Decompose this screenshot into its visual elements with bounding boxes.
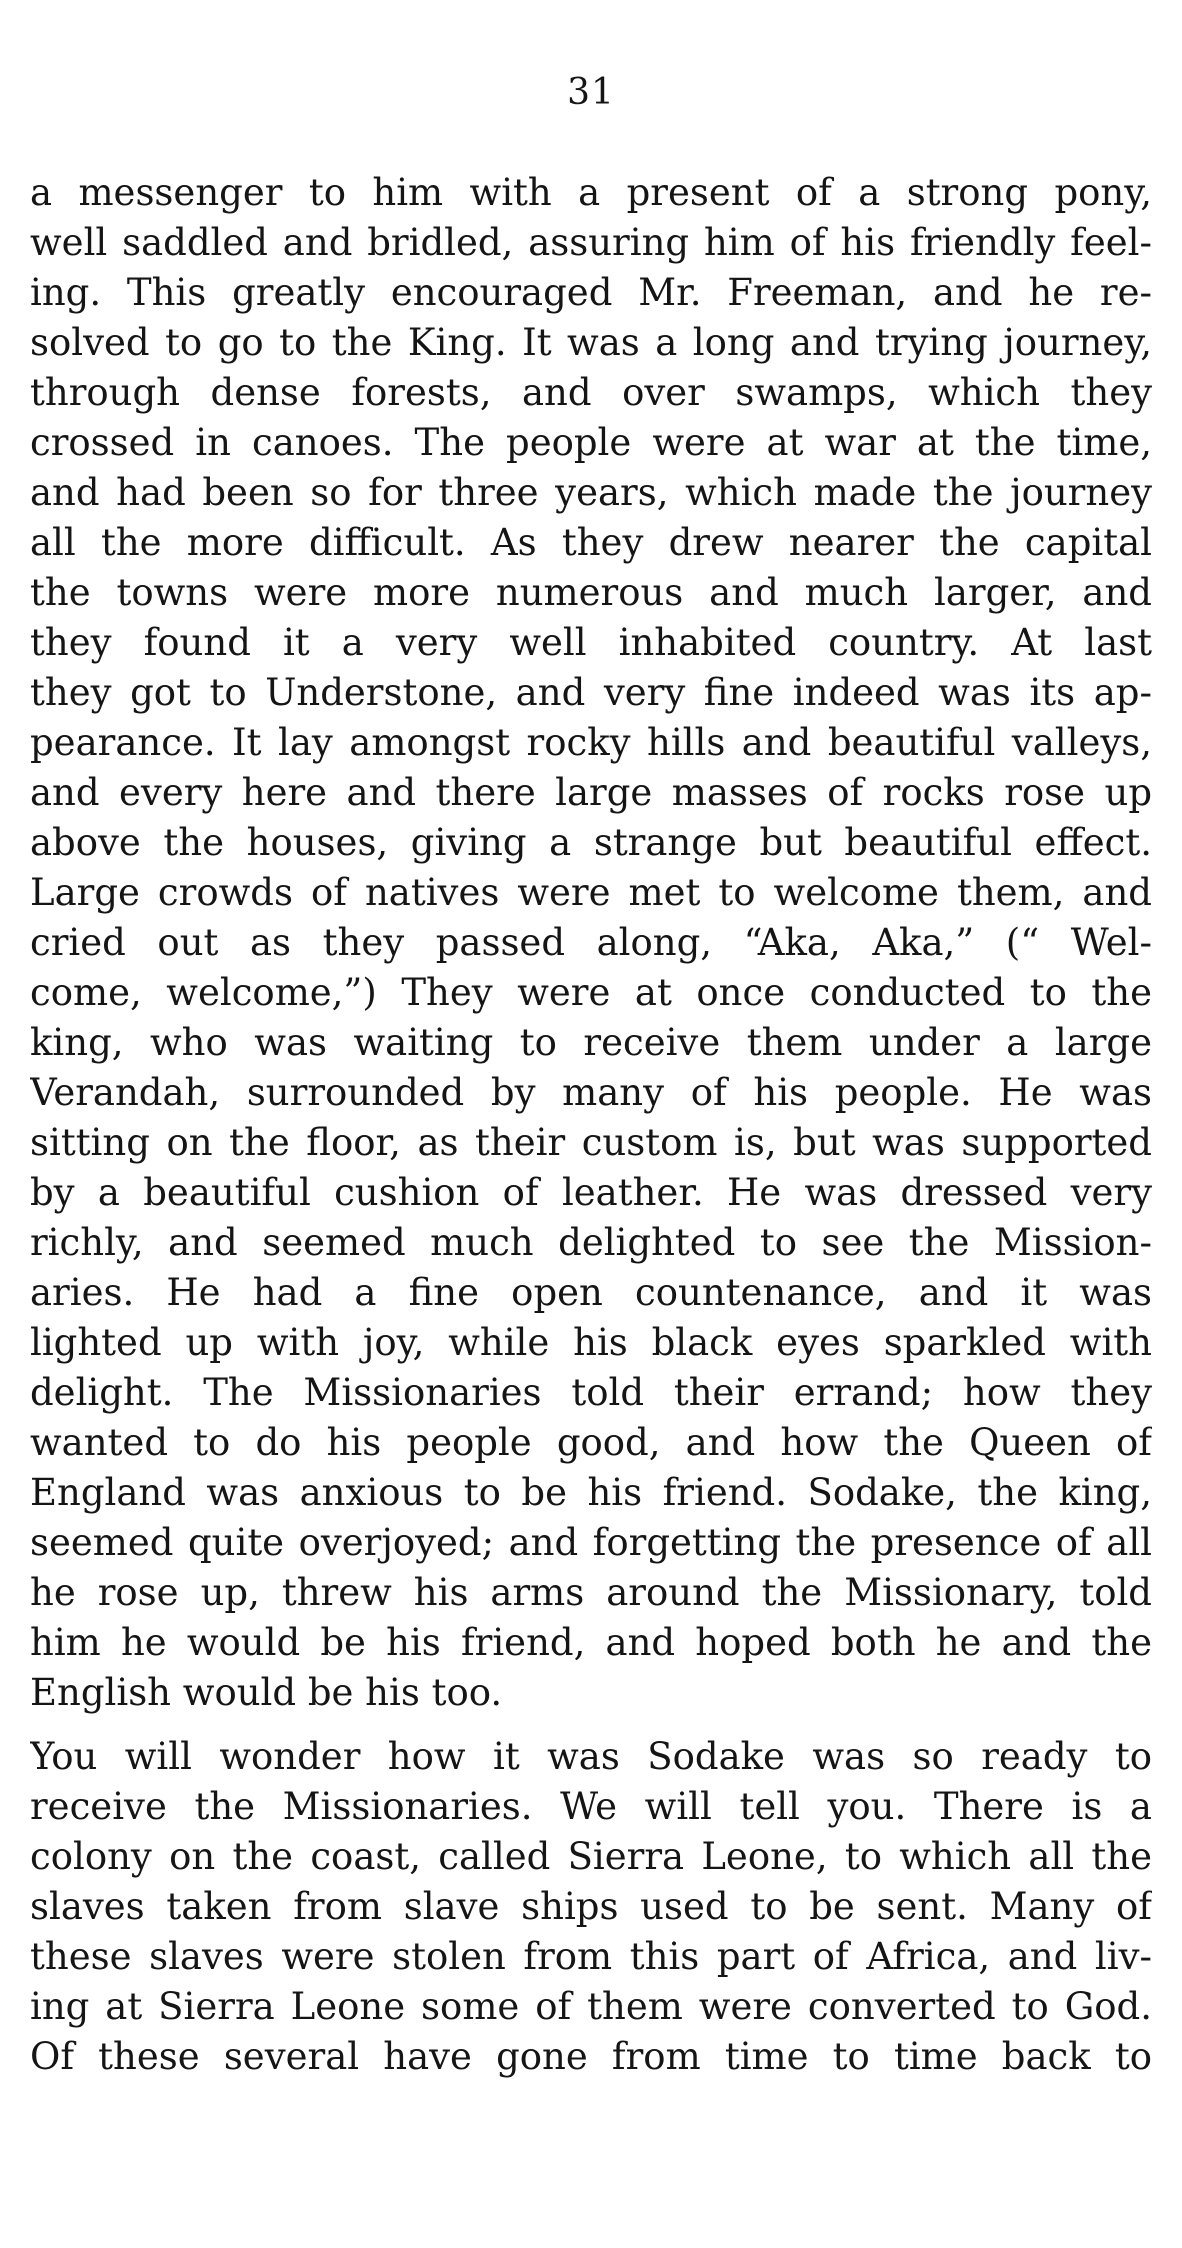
text-line: these slaves were stolen from this part of Africa, and liv- xyxy=(30,1935,1152,1978)
text-line: they found it a very well inhabited country. At last xyxy=(30,621,1152,664)
paragraph-gap xyxy=(30,1718,1152,1732)
text-line: all the more difficult. As they drew nearer the capital xyxy=(30,521,1152,564)
text-line: wanted to do his people good, and how the Queen of xyxy=(30,1421,1152,1464)
text-line: pearance. It lay amongst rocky hills and beautiful valleys, xyxy=(30,721,1152,764)
text-line: aries. He had a fine open countenance, and it was xyxy=(30,1271,1152,1314)
paragraph-2 xyxy=(30,1732,1152,2082)
text-line: by a beautiful cushion of leather. He was dressed very xyxy=(30,1171,1152,1214)
text-line: ing at Sierra Leone some of them were converted to God. xyxy=(30,1985,1152,2028)
text-line: slaves taken from slave ships used to be sent. Many of xyxy=(30,1885,1152,1928)
text-line: crossed in canoes. The people were at war at the time, xyxy=(30,421,1152,464)
text-line: through dense forests, and over swamps, which they xyxy=(30,371,1152,414)
text-line: English would be his too. xyxy=(30,1671,503,1714)
text-line: You will wonder how it was Sodake was so ready to xyxy=(30,1735,1152,1778)
text-line: richly, and seemed much delighted to see the Mission- xyxy=(30,1221,1152,1264)
paragraph-1 xyxy=(30,168,1152,1718)
text-line: he rose up, threw his arms around the Missionary, told xyxy=(30,1571,1152,1614)
text-line: Large crowds of natives were met to welcome them, and xyxy=(30,871,1152,914)
page-number: 31 xyxy=(567,72,615,113)
text-line: cried out as they passed along, “Aka, Aka,” (“ Wel- xyxy=(30,921,1152,964)
text-line: sitting on the floor, as their custom is, but was supported xyxy=(30,1121,1152,1164)
text-line: and had been so for three years, which made the journey xyxy=(30,471,1152,514)
text-line: they got to Understone, and very fine indeed was its ap- xyxy=(30,671,1152,714)
text-line: England was anxious to be his friend. Sodake, the king, xyxy=(30,1471,1152,1514)
text-line: receive the Missionaries. We will tell you. There is a xyxy=(30,1785,1152,1828)
text-line: Verandah, surrounded by many of his people. He was xyxy=(30,1071,1152,1114)
text-line: above the houses, giving a strange but beautiful effect. xyxy=(30,821,1152,864)
text-line: ing. This greatly encouraged Mr. Freeman, and he re- xyxy=(30,271,1152,314)
text-line: solved to go to the King. It was a long and trying journey, xyxy=(30,321,1152,364)
text-line: come, welcome,”) They were at once conducted to the xyxy=(30,971,1152,1014)
text-line: him he would be his friend, and hoped both he and the xyxy=(30,1621,1152,1664)
text-line: well saddled and bridled, assuring him of his friendly feel- xyxy=(30,221,1152,264)
text-line: colony on the coast, called Sierra Leone, to which all the xyxy=(30,1835,1152,1878)
body-text xyxy=(30,168,1152,2082)
text-line: and every here and there large masses of rocks rose up xyxy=(30,771,1152,814)
text-line: delight. The Missionaries told their errand; how they xyxy=(30,1371,1152,1414)
text-line: lighted up with joy, while his black eyes sparkled with xyxy=(30,1321,1152,1364)
text-line: a messenger to him with a present of a strong pony, xyxy=(30,171,1152,214)
text-line: the towns were more numerous and much larger, and xyxy=(30,571,1152,614)
text-line: seemed quite overjoyed; and forgetting the presence of all xyxy=(30,1521,1152,1564)
text-line: Of these several have gone from time to time back to xyxy=(30,2035,1152,2078)
text-line: king, who was waiting to receive them under a large xyxy=(30,1021,1152,1064)
